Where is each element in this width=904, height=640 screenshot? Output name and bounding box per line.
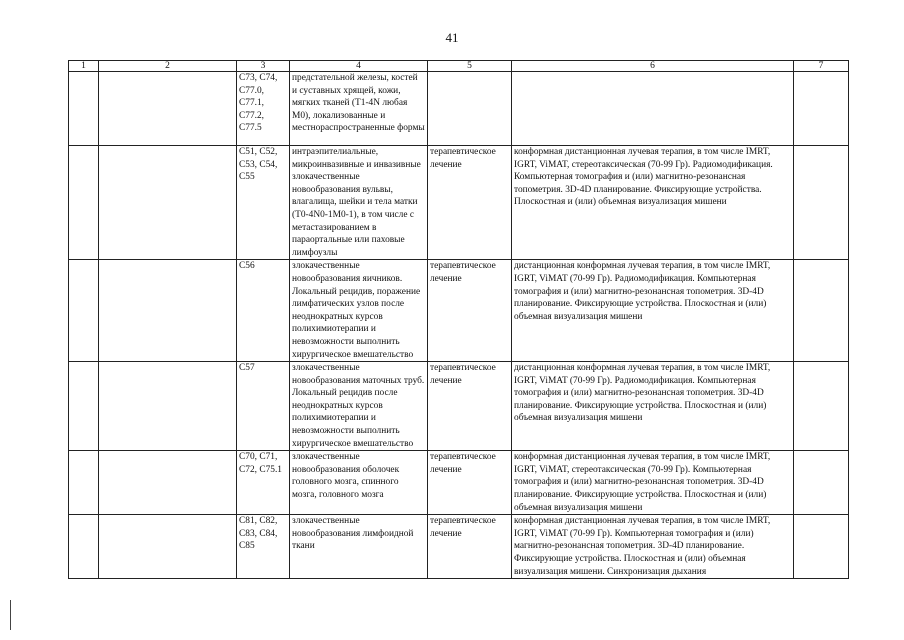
cell-treatment-type: терапевтическое лечение: [428, 362, 512, 451]
cell-icd-codes: C81, C82, C83, C84, C85: [237, 515, 290, 579]
column-header: 2: [99, 61, 237, 72]
cell-icd-codes: C70, C71, C72, C75.1: [237, 451, 290, 515]
cell-diagnosis: злокачественные новообразования яичников. Локальный рецидив, поражение лимфатических узлов после неоднократных курсов полихимиотерапии и невозможности выполнить хирургическое вмешательство: [290, 260, 428, 362]
cell-icd-codes: C73, C74, C77.0, C77.1, C77.2, C77.5: [237, 72, 290, 146]
cell-c2: [99, 362, 237, 451]
column-header: 7: [794, 61, 849, 72]
cell-c7: [794, 260, 849, 362]
cell-c7: [794, 362, 849, 451]
table-row: [69, 515, 849, 579]
column-header: 4: [290, 61, 428, 72]
table-row: [69, 362, 849, 451]
page-number: 41: [445, 30, 459, 45]
column-header: 3: [237, 61, 290, 72]
cell-method: конформная дистанционная лучевая терапия, в том числе IMRT, IGRT, ViMAT (70-99 Гр). Компьютерная томография и (или) магнитно-резонансная топометрия. 3D-4D планирование. Фиксирующие устройства. Плоскостная и (или) объемная визуализация мишени. Синхронизация дыхания: [512, 515, 794, 579]
cell-icd-codes: C57: [237, 362, 290, 451]
cell-c2: [99, 451, 237, 515]
cell-method: дистанционная конформная лучевая терапия, в том числе IMRT, IGRT, ViMAT (70-99 Гр). Радиомодификация. Компьютерная томография и (или) магнитно-резонансная топометрия. 3D-4D планирование. Фиксирующие устройства. Плоскостная и (или) объемная визуализация мишени: [512, 260, 794, 362]
cell-c1: [69, 451, 99, 515]
cell-c1: [69, 72, 99, 146]
table-row: [69, 146, 849, 260]
cell-c1: [69, 362, 99, 451]
cell-c1: [69, 515, 99, 579]
treatment-table: [68, 60, 849, 579]
column-header: 1: [69, 61, 99, 72]
cell-diagnosis: интраэпителиальные, микроинвазивные и инвазивные злокачественные новообразования вульвы, влагалища, шейки и тела матки (T0-4N0-1M0-1), в том числе с метастазированием в параортальные или паховые лимфоузлы: [290, 146, 428, 260]
cell-method: дистанционная конформная лучевая терапия, в том числе IMRT, IGRT, ViMAT (70-99 Гр). Радиомодификация. Компьютерная томография и (или) магнитно-резонансная топометрия. 3D-4D планирование. Фиксирующие устройства. Плоскостная и (или) объемная визуализация мишени: [512, 362, 794, 451]
column-header: 6: [512, 61, 794, 72]
column-header: 5: [428, 61, 512, 72]
cell-diagnosis: злокачественные новообразования оболочек головного мозга, спинного мозга, головного мозга: [290, 451, 428, 515]
scan-edge-mark: [10, 600, 11, 630]
cell-diagnosis: злокачественные новообразования лимфоидной ткани: [290, 515, 428, 579]
cell-icd-codes: C51, C52, C53, C54, C55: [237, 146, 290, 260]
cell-treatment-type: терапевтическое лечение: [428, 515, 512, 579]
cell-treatment-type: терапевтическое лечение: [428, 451, 512, 515]
column-number-row: [69, 61, 849, 72]
cell-c2: [99, 72, 237, 146]
table-row: [69, 451, 849, 515]
cell-diagnosis: злокачественные новообразования маточных труб. Локальный рецидив после неоднократных курсов полихимиотерапии и невозможности выполнить хирургическое вмешательство: [290, 362, 428, 451]
cell-method: конформная дистанционная лучевая терапия, в том числе IMRT, IGRT, ViMAT, стереотаксическая (70-99 Гр). Компьютерная томография и (или) магнитно-резонансная топометрия. 3D-4D планирование. Фиксирующие устройства. Плоскостная и (или) объемная визуализация мишени: [512, 451, 794, 515]
cell-treatment-type: терапевтическое лечение: [428, 260, 512, 362]
cell-treatment-type: [428, 72, 512, 146]
table-row: [69, 260, 849, 362]
cell-c1: [69, 146, 99, 260]
cell-c1: [69, 260, 99, 362]
cell-method: [512, 72, 794, 146]
cell-c7: [794, 515, 849, 579]
table-row: [69, 72, 849, 146]
cell-c2: [99, 515, 237, 579]
cell-c7: [794, 72, 849, 146]
cell-diagnosis: предстательной железы, костей и суставных хрящей, кожи, мягких тканей (T1-4N любая M0), локализованные и местнораспространенные формы: [290, 72, 428, 146]
cell-c7: [794, 146, 849, 260]
cell-treatment-type: терапевтическое лечение: [428, 146, 512, 260]
cell-c2: [99, 260, 237, 362]
cell-method: конформная дистанционная лучевая терапия, в том числе IMRT, IGRT, ViMAT, стереотаксическая (70-99 Гр). Радиомодификация. Компьютерная томография и (или) магнитно-резонансная топометрия. 3D-4D планирование. Фиксирующие устройства. Плоскостная и (или) объемная визуализация мишени: [512, 146, 794, 260]
cell-c2: [99, 146, 237, 260]
cell-icd-codes: C56: [237, 260, 290, 362]
cell-c7: [794, 451, 849, 515]
